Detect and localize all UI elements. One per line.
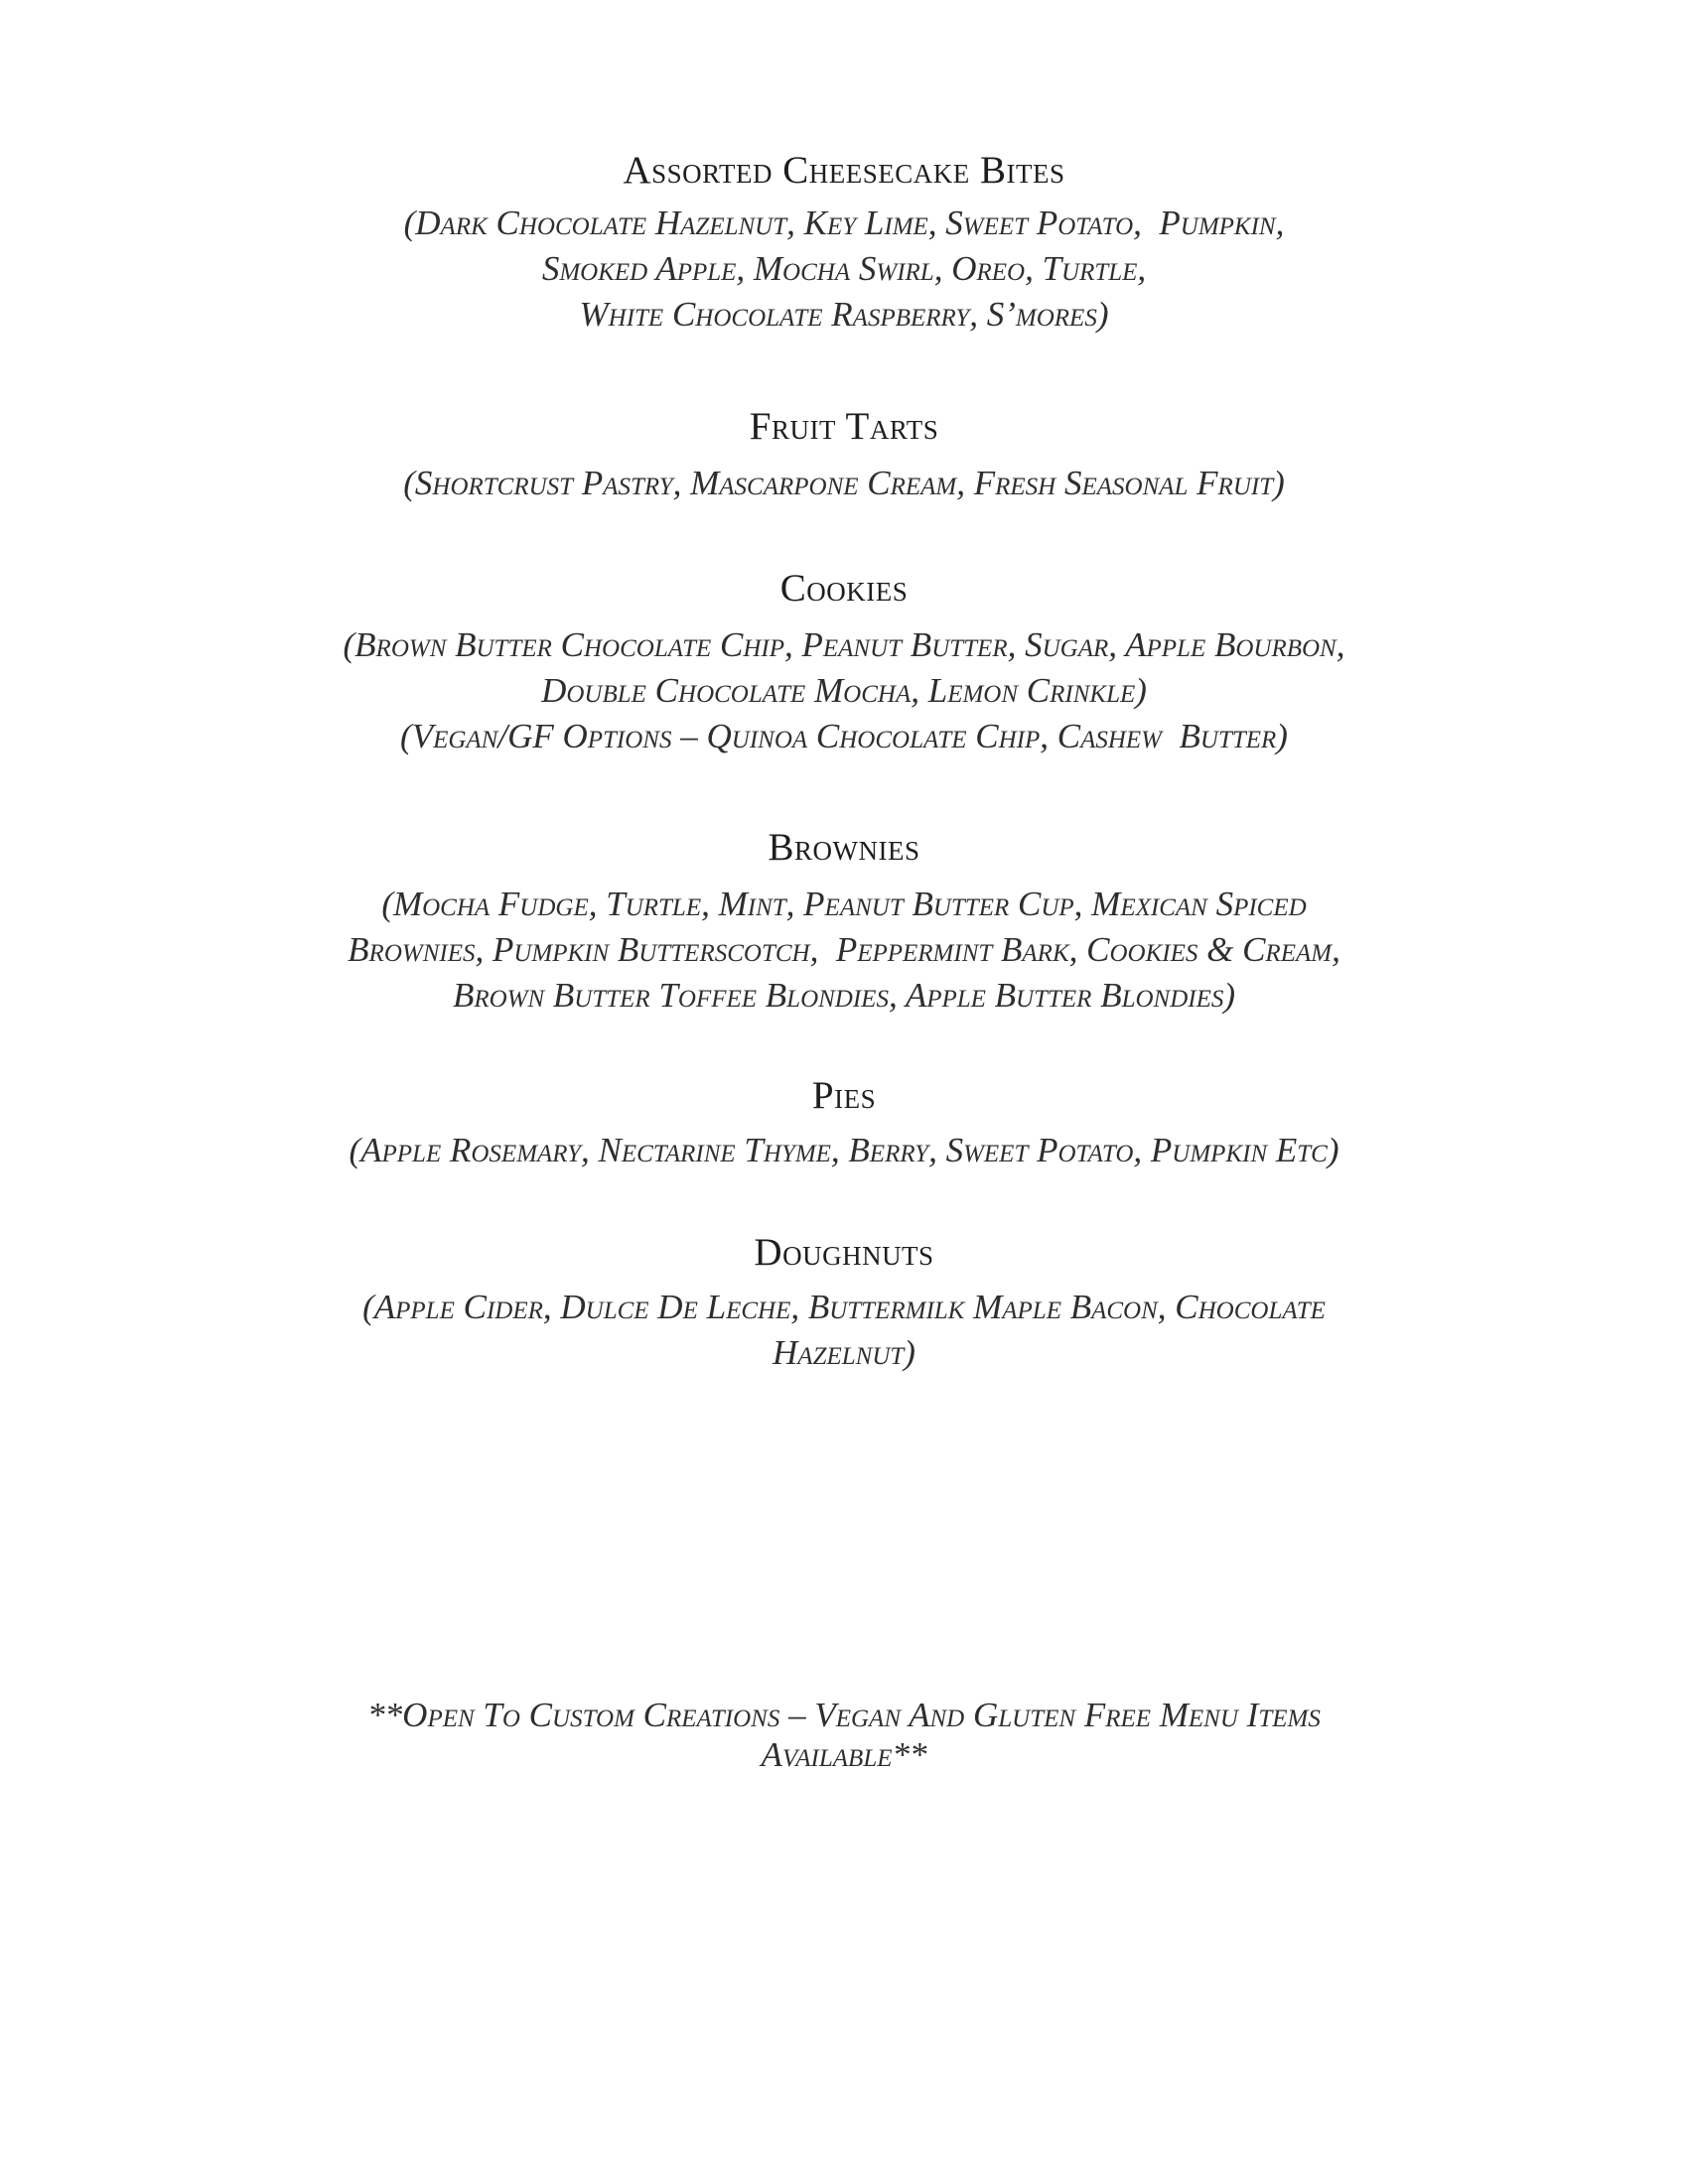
- menu-section-doughnuts: [0, 1231, 1688, 1376]
- section-title: Brownies: [768, 826, 920, 869]
- section-title: Assorted Cheesecake Bites: [623, 149, 1065, 192]
- section-description-line: (Shortcrust Pastry, Mascarpone Cream, Fresh Seasonal Fruit): [403, 464, 1285, 502]
- section-description-line: (Apple Rosemary, Nectarine Thyme, Berry, Sweet Potato, Pumpkin Etc): [349, 1131, 1339, 1169]
- section-description-line: (Apple Cider, Dulce De Leche, Buttermilk Maple Bacon, Chocolate: [362, 1288, 1326, 1326]
- menu-section-pies: [0, 1074, 1688, 1173]
- menu-section-cheesecake: [0, 149, 1688, 338]
- section-description-line: (Brown Butter Chocolate Chip, Peanut Butter, Sugar, Apple Bourbon,: [343, 625, 1345, 664]
- footnote-line: **Open To Custom Creations – Vegan And Gluten Free Menu Items: [367, 1696, 1321, 1734]
- section-title: Pies: [811, 1074, 877, 1117]
- section-description-line: Double Chocolate Mocha, Lemon Crinkle): [541, 671, 1147, 710]
- section-title: Cookies: [779, 567, 909, 610]
- menu-section-brownies: [0, 826, 1688, 1019]
- menu-section-cookies: [0, 567, 1688, 759]
- section-description-line: (Mocha Fudge, Turtle, Mint, Peanut Butter Cup, Mexican Spiced: [381, 885, 1307, 923]
- section-title: Doughnuts: [754, 1231, 934, 1274]
- footnote-line: Available**: [761, 1735, 927, 1774]
- menu-section-fruit-tarts: [0, 405, 1688, 506]
- section-description-line: Smoked Apple, Mocha Swirl, Oreo, Turtle,: [541, 249, 1147, 288]
- section-description-line: White Chocolate Raspberry, S’mores): [579, 295, 1109, 334]
- section-description-line: Brownies, Pumpkin Butterscotch, Peppermint Bark, Cookies & Cream,: [348, 930, 1340, 969]
- custom-creations-note: [0, 1696, 1688, 1775]
- section-description-line: (Dark Chocolate Hazelnut, Key Lime, Sweet Potato, Pumpkin,: [403, 204, 1285, 242]
- section-description-line: Hazelnut): [773, 1333, 915, 1372]
- section-title: Fruit Tarts: [749, 405, 939, 448]
- section-description-line: Brown Butter Toffee Blondies, Apple Butter Blondies): [452, 976, 1236, 1015]
- section-description-line: (Vegan/GF Options – Quinoa Chocolate Chip, Cashew Butter): [400, 717, 1288, 755]
